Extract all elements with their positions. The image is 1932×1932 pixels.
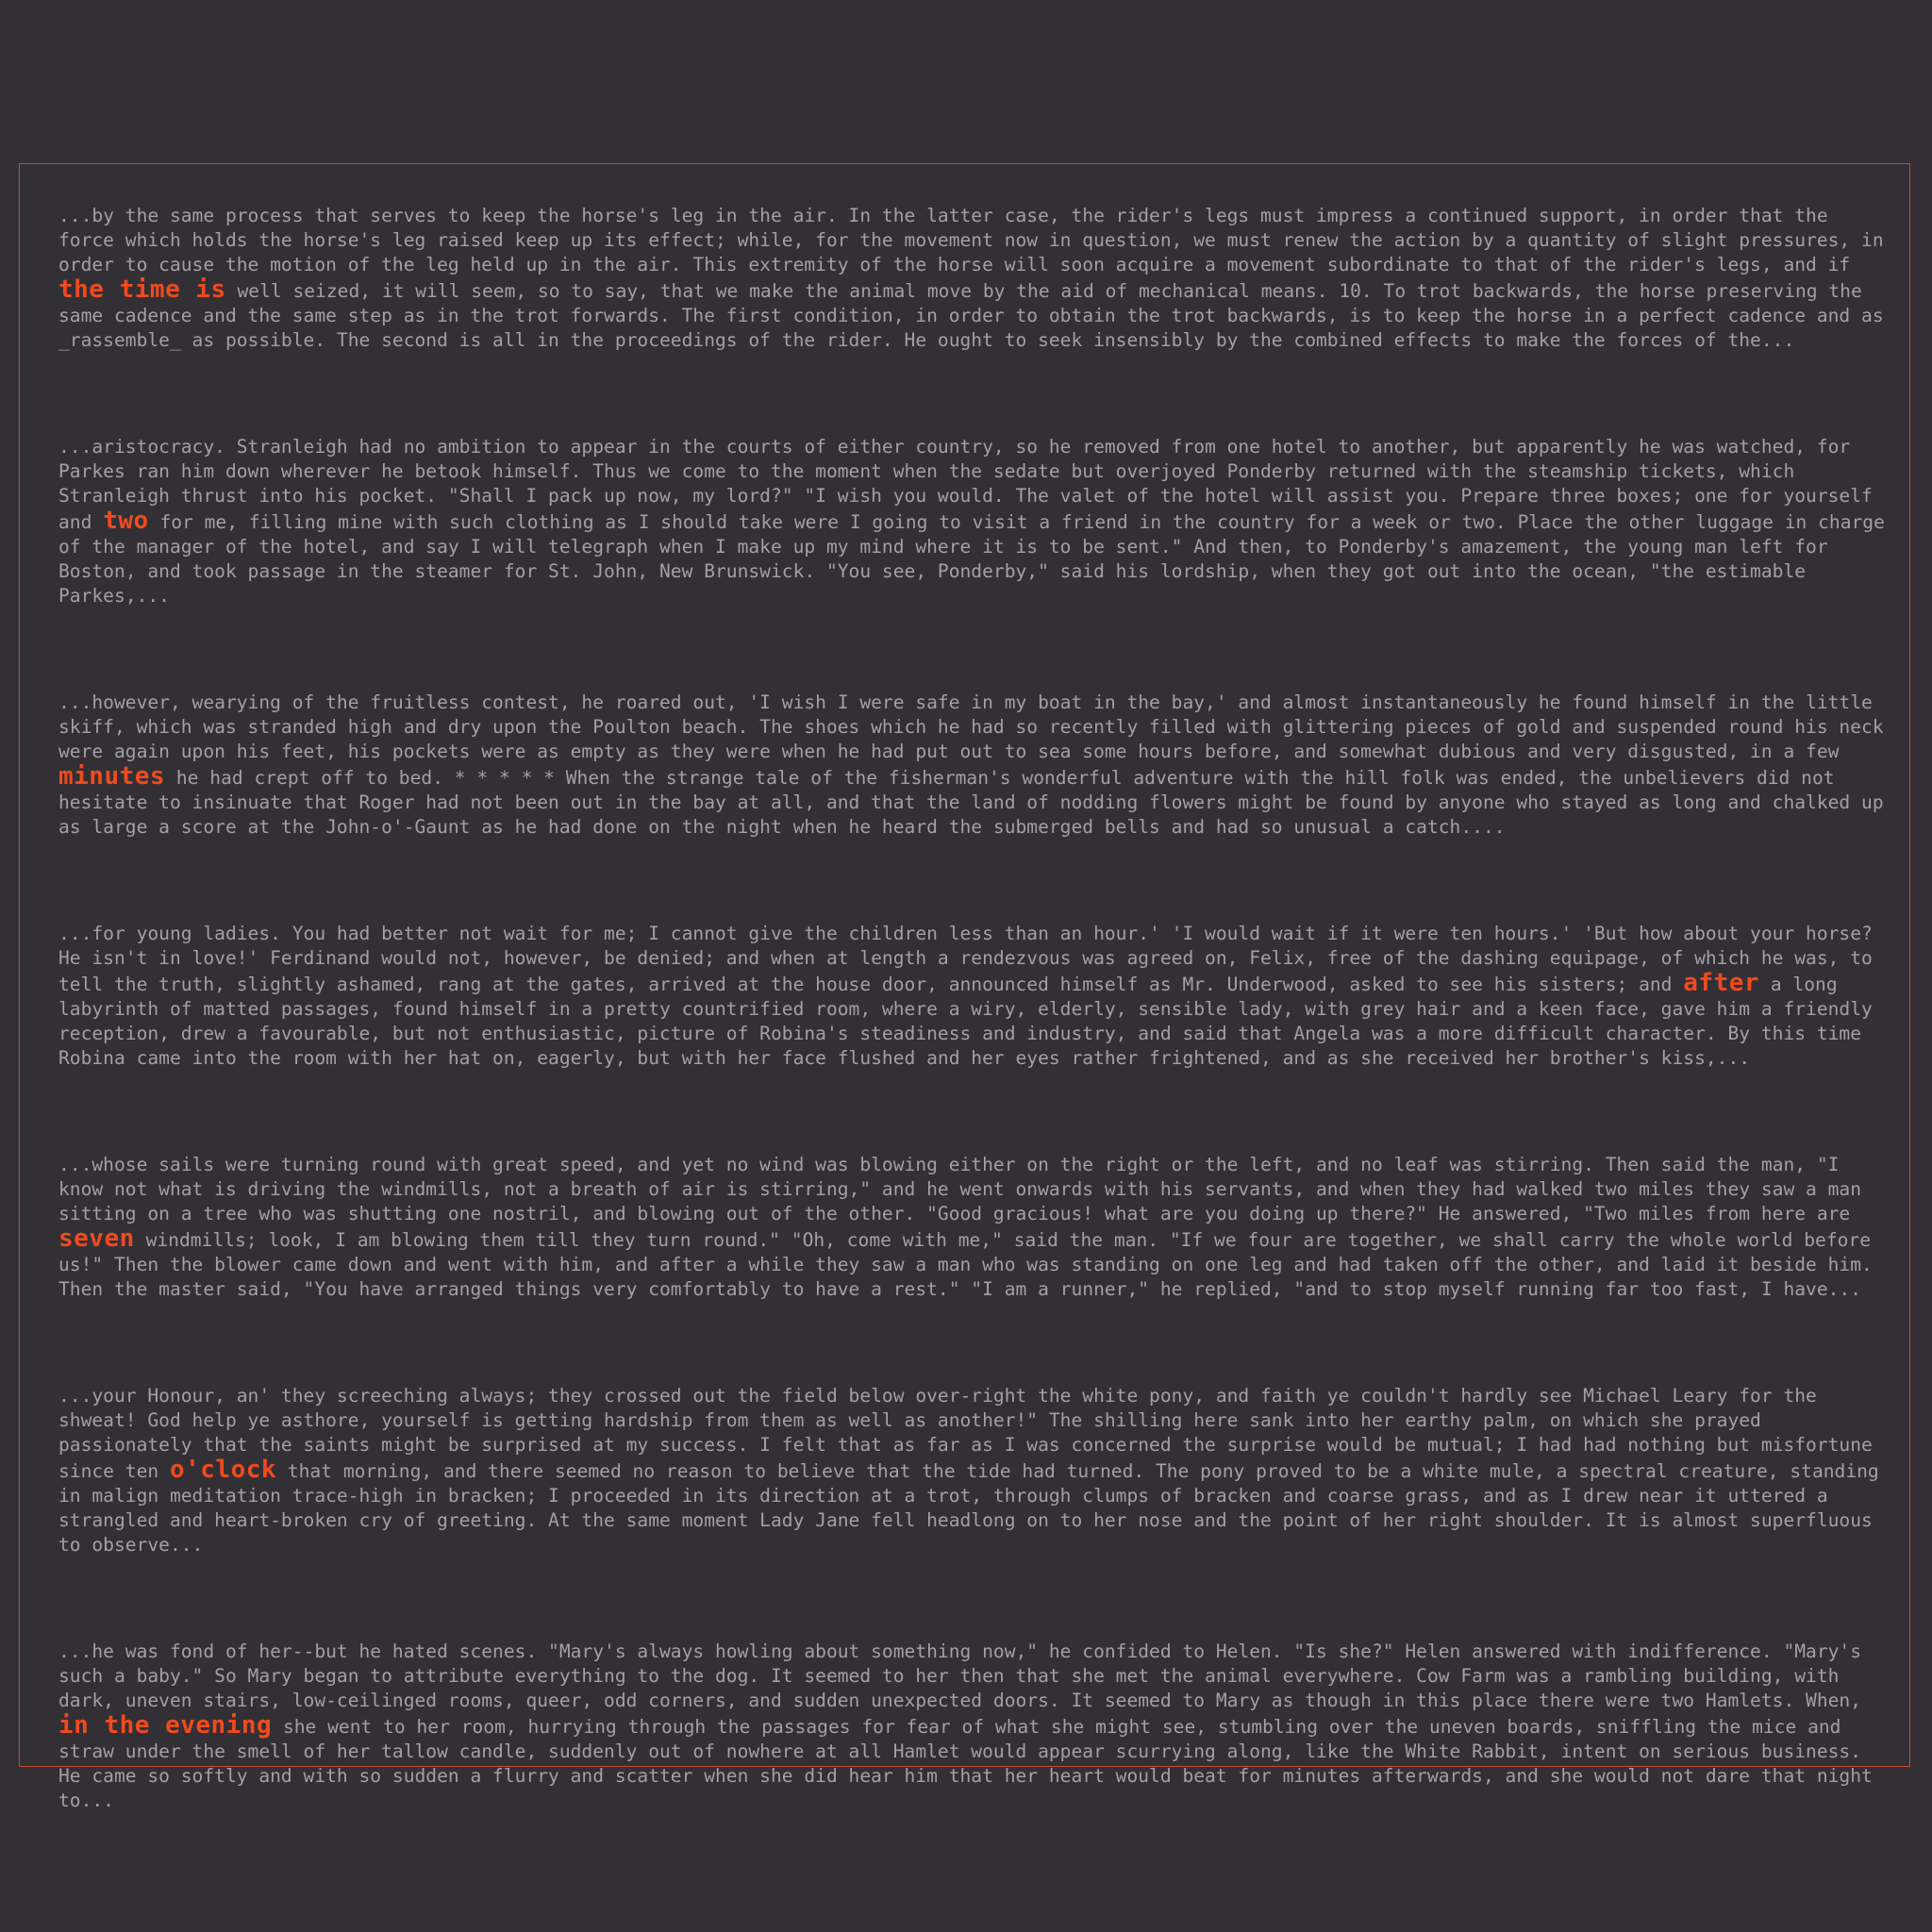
passage-1 <box>58 204 1890 353</box>
passage-3 <box>58 691 1890 840</box>
passage-text-before: ...your Honour, an' they screeching always; they crossed out the field below over-right the white pony, and faith ye couldn't hardly see Michael Leary for the shweat! God help ye asthore, yourself is getting hardship from them as well as another!" The shilling here sank into her earthy palm, on which she prayed passionately that the saints might be surprised at my success. I felt that as far as I was concerned the surprise would be mutual; I had had nothing but misfortune since ten <box>58 1385 1873 1482</box>
passage-text-before: ...aristocracy. Stranleigh had no ambition to appear in the courts of either country, so he removed from one hotel to another, but apparently he was watched, for Parkes ran him down wherever he betook himself. Thus we come to the moment when the sedate but overjoyed Ponderby returned with the steamship tickets, which Stranleigh thrust into his pocket. "Shall I pack up now, my lord?" "I wish you would. The valet of the hotel will assist you. Prepare three boxes; one for yourself and <box>58 436 1873 533</box>
highlighted-phrase: in the evening <box>58 1711 273 1740</box>
passage-text-after: a long labyrinth of matted passages, found himself in a pretty countrified room, where a wiry, elderly, sensible lady, with grey hair and a keen face, gave him a friendly reception, drew a favourable, but not enthusiastic, picture of Robina's steadiness and industry, and said that Angela was a more difficult character. By this time Robina came into the room with her hat on, eagerly, but with her face flushed and her eyes rather frightened, and as she received her brother's kiss,... <box>58 974 1873 1069</box>
passage-2 <box>58 435 1890 608</box>
passage-list <box>58 204 1890 1895</box>
passage-text-after: windmills; look, I am blowing them till they turn round." "Oh, come with me," said the man. "If we four are together, we shall carry the whole world before us!" Then the blower came down and went with him, and after a while they saw a man who was standing on one leg and had taken off the other, and laid it beside him. Then the master said, "You have arranged things very comfortably to have a rest." "I am a runner," he replied, "and to stop myself running far too fast, I have... <box>58 1229 1873 1300</box>
highlighted-phrase: o'clock <box>169 1456 277 1484</box>
highlighted-phrase: seven <box>58 1224 135 1253</box>
passage-text-after: well seized, it will seem, so to say, that we make the animal move by the aid of mechanical means. 10. To trot backwards, the horse preserving the same cadence and the same step as in the trot forwards. The first condition, in order to obtain the trot backwards, is to keep the horse in a perfect cadence and as _rassemble_ as possible. The second is all in the proceedings of the rider. He ought to seek insensibly by the combined effects to make the forces of the... <box>58 280 1884 351</box>
passage-4 <box>58 922 1890 1071</box>
highlighted-phrase: the time is <box>58 275 226 304</box>
passage-5 <box>58 1153 1890 1302</box>
highlighted-phrase: two <box>103 507 149 535</box>
passage-text-before: ...he was fond of her--but he hated scenes. "Mary's always howling about something now," he confided to Helen. "Is she?" Helen answered with indifference. "Mary's such a baby." So Mary began to attribute everything to the dog. It seemed to her then that she met the animal everywhere. Cow Farm was a rambling building, with dark, uneven stairs, low-ceilinged rooms, queer, odd corners, and sudden unexpected doors. It seemed to Mary as though in this place there were two Hamlets. When, <box>58 1641 1862 1711</box>
highlighted-phrase: after <box>1683 969 1760 997</box>
highlighted-phrase: minutes <box>58 762 166 791</box>
passage-text-before: ...however, wearying of the fruitless contest, he roared out, 'I wish I were safe in my boat in the bay,' and almost instantaneously he found himself in the little skiff, which was stranded high and dry upon the Poulton beach. The shoes which he had so recently filled with glittering pieces of gold and suspended round his neck were again upon his feet, his pockets were as empty as they were when he had put out to sea some hours before, and somewhat dubious and very disgusted, in a few <box>58 691 1884 762</box>
passage-text-before: ...whose sails were turning round with great speed, and yet no wind was blowing either on the right or the left, and no leaf was stirring. Then said the man, "I know not what is driving the windmills, not a breath of air is stirring," and he went onwards with his servants, and when they had walked two miles they saw a man sitting on a tree who was shutting one nostril, and blowing out of the other. "Good gracious! what are you doing up there?" He answered, "Two miles from here are <box>58 1154 1862 1224</box>
passage-6 <box>58 1384 1890 1557</box>
passage-text-before: ...by the same process that serves to keep the horse's leg in the air. In the latter case, the rider's legs must impress a continued support, in order that the force which holds the horse's leg raised keep up its effect; while, for the movement now in question, we must renew the action by a quantity of slight pressures, in order to cause the motion of the leg held up in the air. This extremity of the horse will soon acquire a movement subordinate to that of the rider's legs, and if <box>58 205 1884 275</box>
passage-text-after: that morning, and there seemed no reason to believe that the tide had turned. The pony proved to be a white mule, a spectral creature, standing in malign meditation trace-high in bracken; I proceeded in its direction at a trot, through clumps of bracken and coarse grass, and as I drew near it uttered a strangled and heart-broken cry of greeting. At the same moment Lady Jane fell headlong on to her nose and the point of her right shoulder. It is almost superfluous to observe... <box>58 1460 1879 1556</box>
passage-7 <box>58 1640 1890 1813</box>
passage-text-after: she went to her room, hurrying through the passages for fear of what she might see, stumbling over the uneven boards, sniffling the mice and straw under the smell of her tallow candle, suddenly out of nowhere at all Hamlet would appear scurrying along, like the White Rabbit, intent on serious business. He came so softly and with so sudden a flurry and scatter when she did hear him that her heart would beat for minutes afterwards, and she would not dare that night to... <box>58 1716 1873 1811</box>
passage-text-after: for me, filling mine with such clothing as I should take were I going to visit a friend in the country for a week or two. Place the other luggage in charge of the manager of the hotel, and say I will telegraph when I make up my mind where it is to be sent." And then, to Ponderby's amazement, the young man left for Boston, and took passage in the steamer for St. John, New Brunswick. "You see, Ponderby," said his lordship, when they got out into the ocean, "the estimable Parkes,... <box>58 511 1885 607</box>
passage-text-after: he had crept off to bed. * * * * * When the strange tale of the fisherman's wonderful adventure with the hill folk was ended, the unbelievers did not hesitate to insinuate that Roger had not been out in the bay at all, and that the land of nodding flowers might be found by anyone who stayed as long and chalked up as large a score at the John-o'-Gaunt as he had done on the night when he heard the submerged bells and had so unusual a catch.... <box>58 767 1884 838</box>
passage-text-before: ...for young ladies. You had better not wait for me; I cannot give the children less than an hour.' 'I would wait if it were ten hours.' 'But how about your horse? He isn't in love!' Ferdinand would not, however, be denied; and when at length a rendezvous was agreed on, Felix, free of the dashing equipage, of which he was, to tell the truth, slightly ashamed, rang at the gates, arrived at the house door, announced himself as Mr. Underwood, asked to see his sisters; and <box>58 923 1873 995</box>
